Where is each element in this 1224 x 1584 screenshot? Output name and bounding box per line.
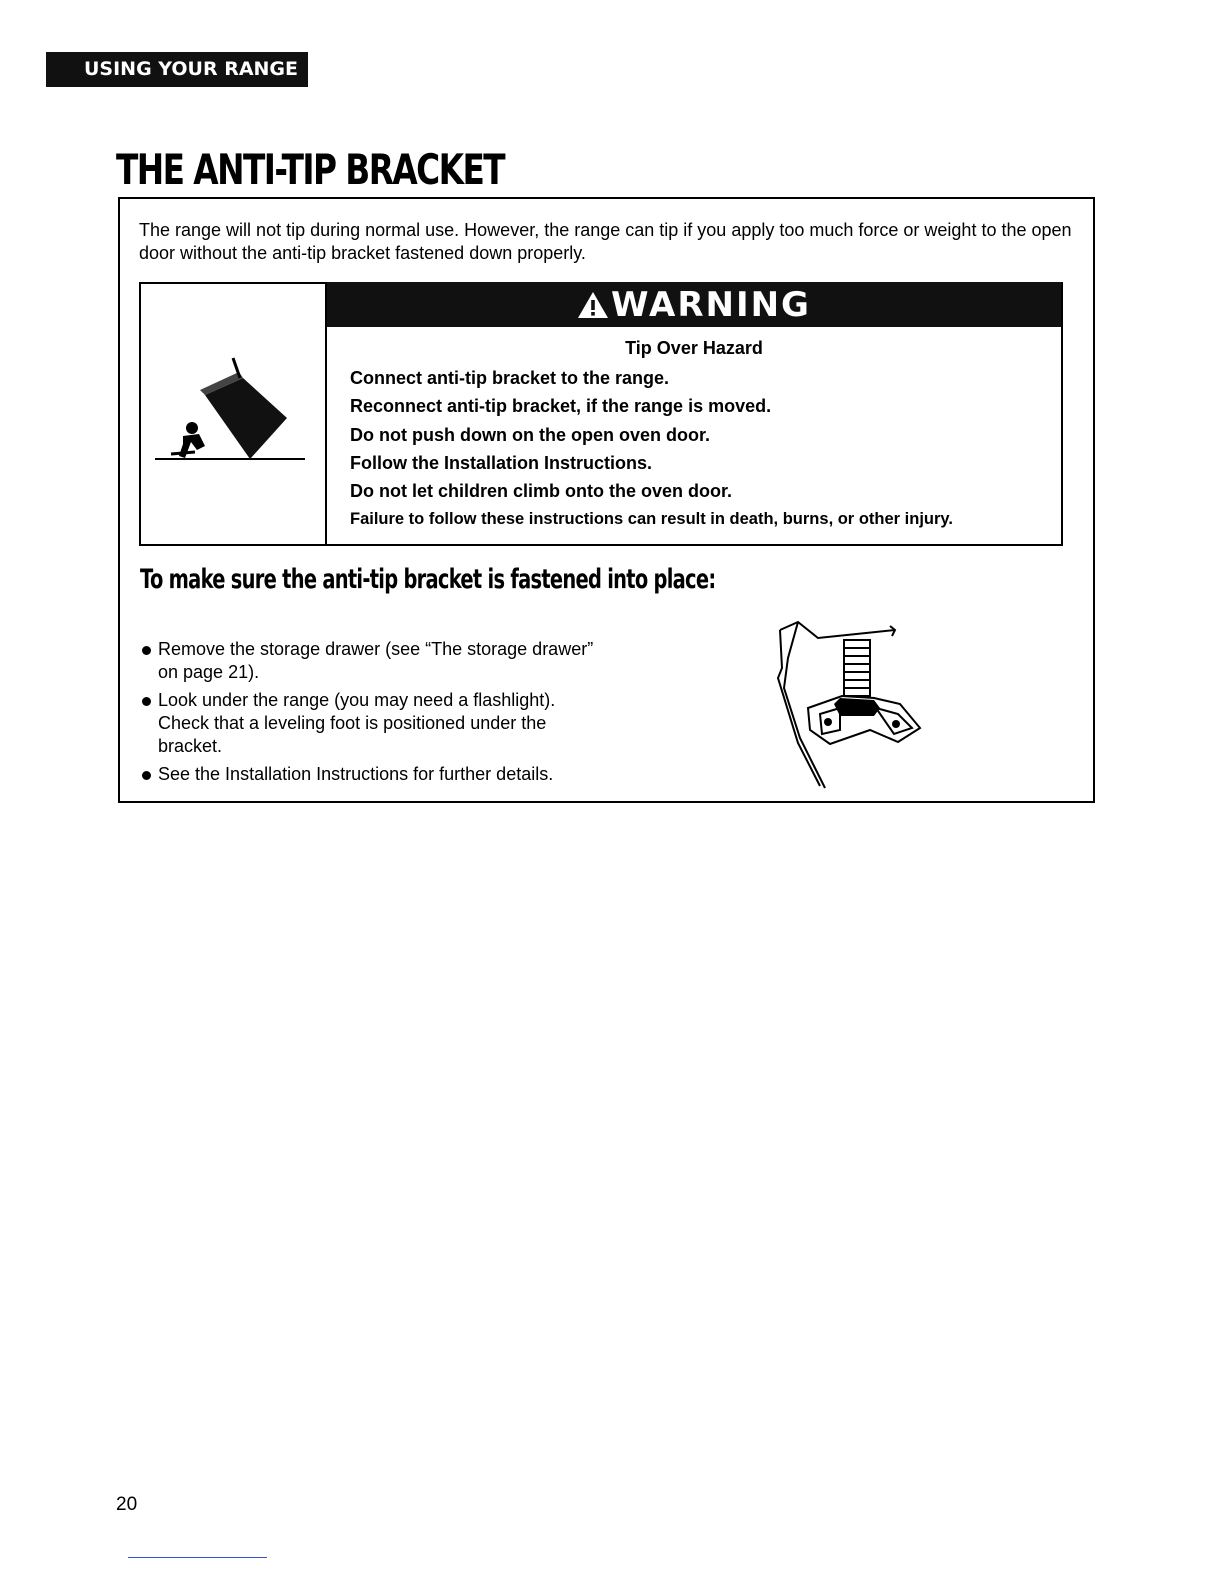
page-title: THE ANTI-TIP BRACKET: [116, 145, 505, 194]
warning-line: Follow the Installation Instructions.: [350, 452, 653, 473]
warning-line: Reconnect anti-tip bracket, if the range is moved.: [350, 396, 772, 417]
warning-lines: [350, 366, 953, 536]
alert-triangle-icon: [577, 290, 609, 320]
list-item: [140, 689, 610, 758]
sub-heading: To make sure the anti-tip bracket is fastened into place:: [140, 564, 716, 595]
step-text: Look under the range (you may need a flashlight). Check that a leveling foot is positioned under the bracket.: [158, 690, 556, 756]
tip-over-illustration: [155, 350, 310, 465]
bullet-icon: [142, 646, 151, 655]
steps-list: [140, 638, 610, 791]
bullet-icon: [142, 771, 151, 780]
warning-line: Do not let children climb onto the oven door.: [350, 481, 733, 502]
warning-header: [327, 282, 1061, 327]
warning-label: WARNING: [611, 285, 811, 325]
step-text: See the Installation Instructions for further details.: [158, 764, 554, 784]
section-tab: [46, 52, 308, 87]
warning-line: Failure to follow these instructions can result in death, burns, or other injury.: [350, 510, 953, 529]
bracket-illustration: [770, 618, 940, 798]
intro-paragraph: The range will not tip during normal use. However, the range can tip if you apply too much force or weight to the open door without the anti-tip bracket fastened down properly.: [139, 220, 1072, 263]
hazard-title: Tip Over Hazard: [625, 338, 763, 358]
bullet-icon: [142, 697, 151, 706]
step-text: Remove the storage drawer (see “The storage drawer” on page 21).: [158, 639, 594, 682]
list-item: [140, 638, 610, 684]
list-item: [140, 763, 610, 786]
warning-line: Do not push down on the open oven door.: [350, 424, 710, 445]
page-number: 20: [116, 1494, 138, 1515]
section-label: USING YOUR RANGE: [84, 58, 299, 80]
footer-rule: [128, 1557, 267, 1558]
warning-line: Connect anti-tip bracket to the range.: [350, 368, 670, 388]
